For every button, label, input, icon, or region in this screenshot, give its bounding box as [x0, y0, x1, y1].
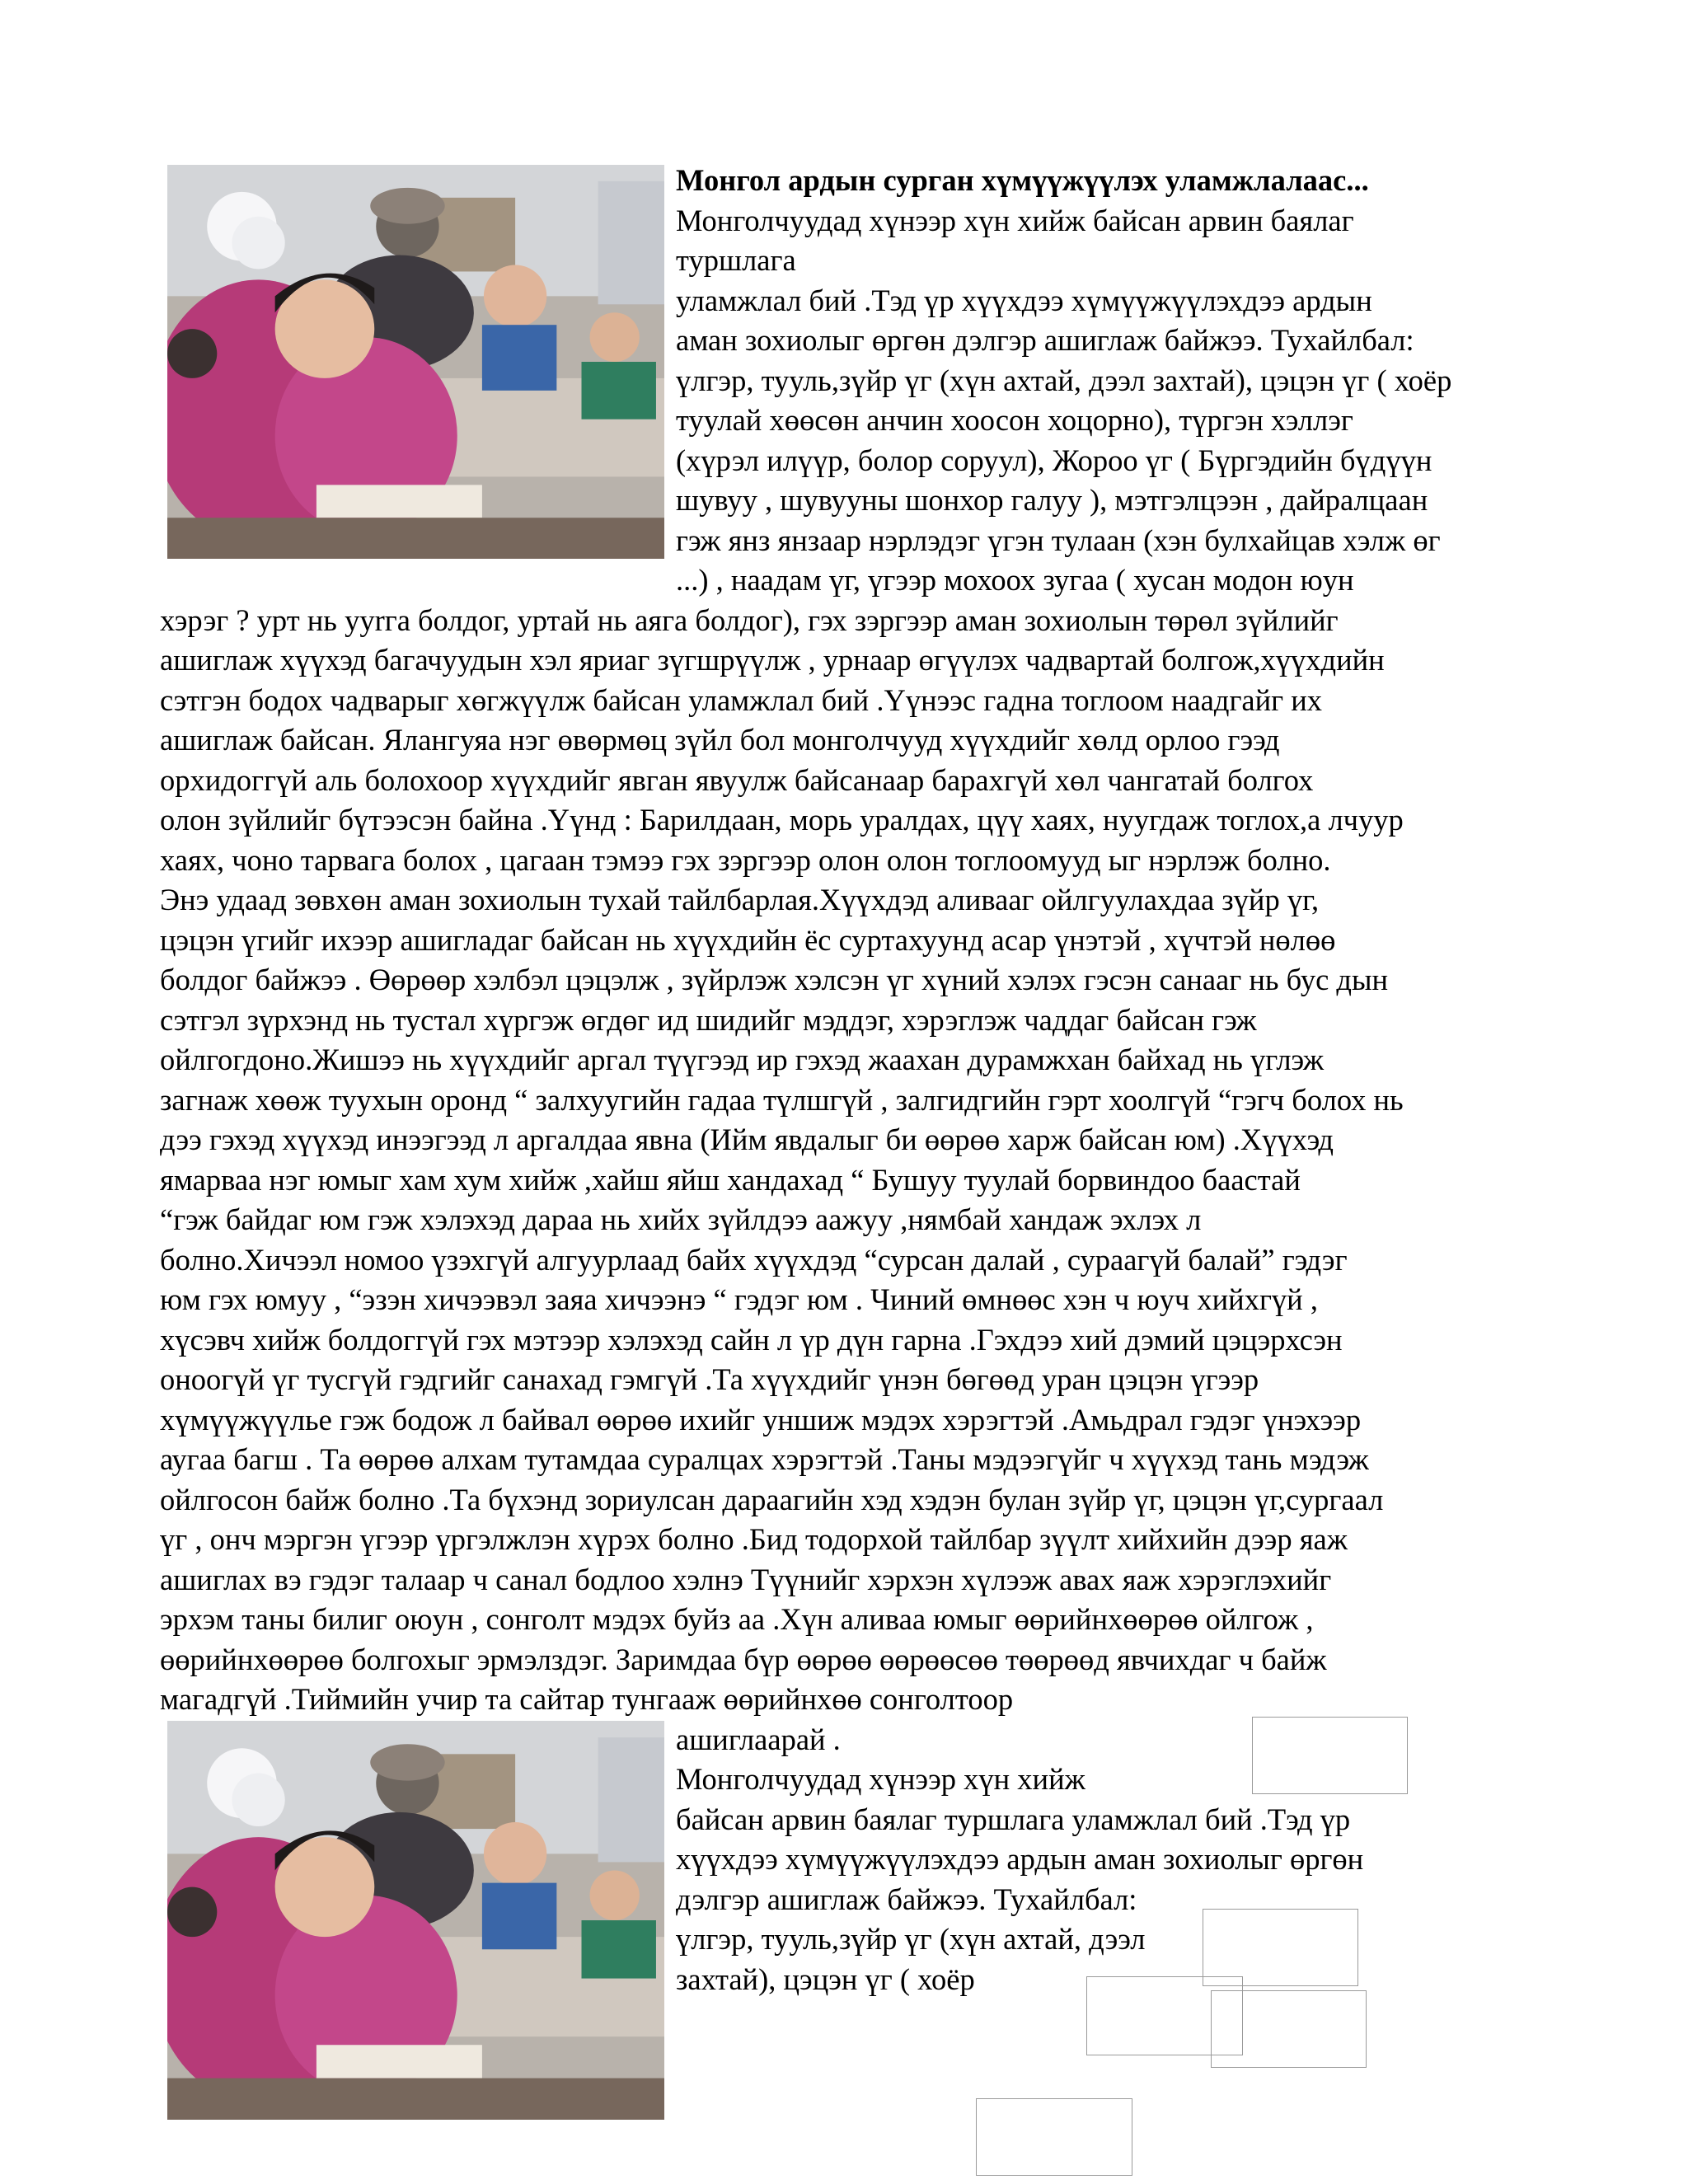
text-line: оноогүй үг тусгүй гэдгийг санахад гэмгүй .Та хүүхдийг үнэн бөгөөд уран цэцэн үгээр [160, 1362, 1259, 1396]
empty-frame [1211, 1990, 1367, 2068]
text-line: дээ гэхэд хүүхэд инээгээд л аргалдаа явна (Ийм явдалыг би өөрөө харж байсан юм) .Хүүхэд [160, 1122, 1334, 1156]
text-line: орхидоггүй аль болохоор хүүхдийг явган явуулж байсанаар барахгүй хөл чангатай болгох [160, 763, 1314, 797]
document-title: Монгол ардын сурган хүмүүжүүлэх уламжлалаас... [676, 163, 1369, 197]
text-line: гэж янз янзаар нэрлэдэг үгэн тулаан (хэн булхайцав хэлж өг [676, 523, 1441, 557]
classroom-photo-image [167, 1721, 664, 2120]
text-line: загнаж хөөж туухын оронд “ залхуугийн гадаа түлшгүй , залгидгийн гэрт хоолгүй “гэгч болох нь [160, 1083, 1404, 1117]
text-line: дэлгэр ашиглаж байжээ. Тухайлбал: [676, 1882, 1137, 1916]
text-line: үлгэр, тууль,зүйр үг (хүн ахтай, дээл захтай), цэцэн үг ( хоёр [676, 363, 1452, 397]
classroom-photo [167, 165, 664, 559]
text-line: хүмүүжүүлье гэж бодож л байвал өөрөө ихийг уншиж мэдэх хэрэгтэй .Амьдрал гэдэг үнэхээр [160, 1403, 1362, 1436]
text-line: захтай), цэцэн үг ( хоёр [676, 1962, 975, 1996]
classroom-photo [167, 1721, 664, 2120]
text-line: цэцэн үгийг ихээр ашигладаг байсан нь хүүхдийн ёс суртахуунд асар үнэтэй , хүчтэй нөлөө [160, 923, 1336, 957]
text-line: ашиглаж хүүхэд багачуудын хэл яриаг зүгшрүүлж , урнаар өгүүлэх чадвартай болгож,хүүхдийн [160, 643, 1385, 677]
text-line: үг , онч мэргэн үгээр үргэлжлэн хүрэх болно .Бид тодорхой тайлбар зүүлт хийхийн дээр яаж [160, 1522, 1348, 1556]
text-line: олон зүйлийг бүтээсэн байна .Үүнд : Барилдаан, морь уралдах, цүү хаях, нуугдаж тоглох,а лчуур [160, 803, 1404, 837]
text-line: ойлгогдоно.Жишээ нь хүүхдийг аргал түүгээд ир гэхэд жаахан дурамжхан байхад нь үглэж [160, 1043, 1325, 1076]
text-line: хэрэг ? урт нь ууrга болдог, уртай нь аяга болдог), гэх зэргээр аман зохиолын төрөл зүйлийг [160, 603, 1339, 637]
text-line: эрхэм таны билиг оюун , сонголт мэдэх буйз аа .Хүн аливаа юмыг өөрийнхөөрөө ойлгож , [160, 1602, 1314, 1636]
text-line: ойлгосон байж болно .Та бүхэнд зориулсан дараагийн хэд хэдэн булан зүйр үг, цэцэн үг,сургаал [160, 1483, 1384, 1516]
text-line: ашиглаарай . [676, 1722, 841, 1756]
text-line: байсан арвин баялаг туршлага уламжлал бий .Тэд үр [676, 1802, 1351, 1836]
text-line: туршлага [676, 243, 796, 277]
text-line: туулай хөөсөн анчин хоосон хоцорно), түргэн хэллэг [676, 403, 1353, 437]
text-line: хаях, чоно тарвага болох , цагаан тэмээ гэх зэргээр олон олон тоглоомууд ыг нэрлэж болно. [160, 843, 1331, 877]
text-line: сэтгэн бодох чадварыг хөгжүүлж байсан уламжлал бий .Үүнээс гадна тоглоом наадгайг их [160, 683, 1323, 717]
empty-frame [1203, 1909, 1358, 1986]
text-line: Энэ удаад зөвхөн аман зохиолын тухай тайлбарлая.Хүүхдэд аливааг ойлгуулахдаа зүйр үг, [160, 883, 1320, 916]
text-line: хүүхдээ хүмүүжүүлэхдээ ардын аман зохиолыг өргөн [676, 1842, 1364, 1876]
empty-frame [1252, 1717, 1408, 1794]
text-line: (хүрэл илүүр, болор соруул), Жороо үг ( Бүргэдийн бүдүүн [676, 443, 1432, 477]
text-line: магадгүй .Тиймийн учир та сайтар тунгааж өөрийнхөө сонголтоор [160, 1682, 1014, 1716]
text-line: болно.Хичээл номоо үзэхгүй алгуурлаад байх хүүхдэд “сурсан далай , сураагүй балай” гэдэг [160, 1243, 1348, 1277]
text-line: үлгэр, тууль,зүйр үг (хүн ахтай, дээл [676, 1922, 1146, 1956]
text-line: ...) , наадам үг, үгээр мохоох зугаа ( хусан модон юун [676, 563, 1354, 597]
text-line: ашиглах вэ гэдэг талаар ч санал бодлоо хэлнэ Түүнийг хэрхэн хүлээж авах яаж хэрэглэхийг [160, 1563, 1332, 1596]
text-line: уламжлал бий .Тэд үр хүүхдээ хүмүүжүүлэхдээ ардын [676, 284, 1372, 317]
text-line: Монголчуудад хүнээр хүн хийж байсан арвин баялаг [676, 204, 1354, 237]
text-line: аугаа багш . Та өөрөө алхам тутамдаа суралцах хэрэгтэй .Таны мэдээгүйг ч хүүхэд тань мэдэж [160, 1442, 1369, 1476]
text-line: шувуу , шувууны шонхор галуу ), мэтгэлцээн , дайралцаан [676, 483, 1428, 517]
classroom-photo-image [167, 165, 664, 559]
text-line: “гэж байдаг юм гэж хэлэхэд дараа нь хийх зүйлдээ аажуу ,нямбай хандаж эхлэх л [160, 1202, 1202, 1236]
text-line: ямарваа нэг юмыг хам хум хийж ,хайш яйш хандахад “ Бушуу туулай борвиндоо баастай [160, 1163, 1301, 1197]
text-line: юм гэх юмуу , “эзэн хичээвэл заяа хичээнэ “ гэдэг юм . Чиний өмнөөс хэн ч юуч хийхгүй , [160, 1282, 1318, 1316]
empty-frame [976, 2098, 1132, 2176]
text-line: хүсэвч хийж болдоггүй гэх мэтээр хэлэхэд сайн л үр дүн гарна .Гэхдээ хий дэмий цэцэрхсэн [160, 1323, 1343, 1357]
text-line: өөрийнхөөрөө болгохыг эрмэлздэг. Заримдаа бүр өөрөө өөрөөсөө төөрөөд явчихдаг ч байж [160, 1643, 1327, 1676]
text-line: болдог байжээ . Өөрөөр хэлбэл цэцэлж , зүйрлэж хэлсэн үг хүний хэлэх гэсэн санааг нь бус дын [160, 963, 1389, 996]
text-line: ашиглаж байсан. Ялангуяа нэг өвөрмөц зүйл бол монголчууд хүүхдийг хөлд орлоо гээд [160, 723, 1280, 757]
text-line: аман зохиолыг өргөн дэлгэр ашиглаж байжээ. Тухайлбал: [676, 323, 1414, 357]
text-line: сэтгэл зүрхэнд нь тустал хүргэж өгдөг ид шидийг мэддэг, хэрэглэж чаддаг байсан гэж [160, 1003, 1257, 1037]
text-line: Монголчуудад хүнээр хүн хийж [676, 1762, 1085, 1796]
